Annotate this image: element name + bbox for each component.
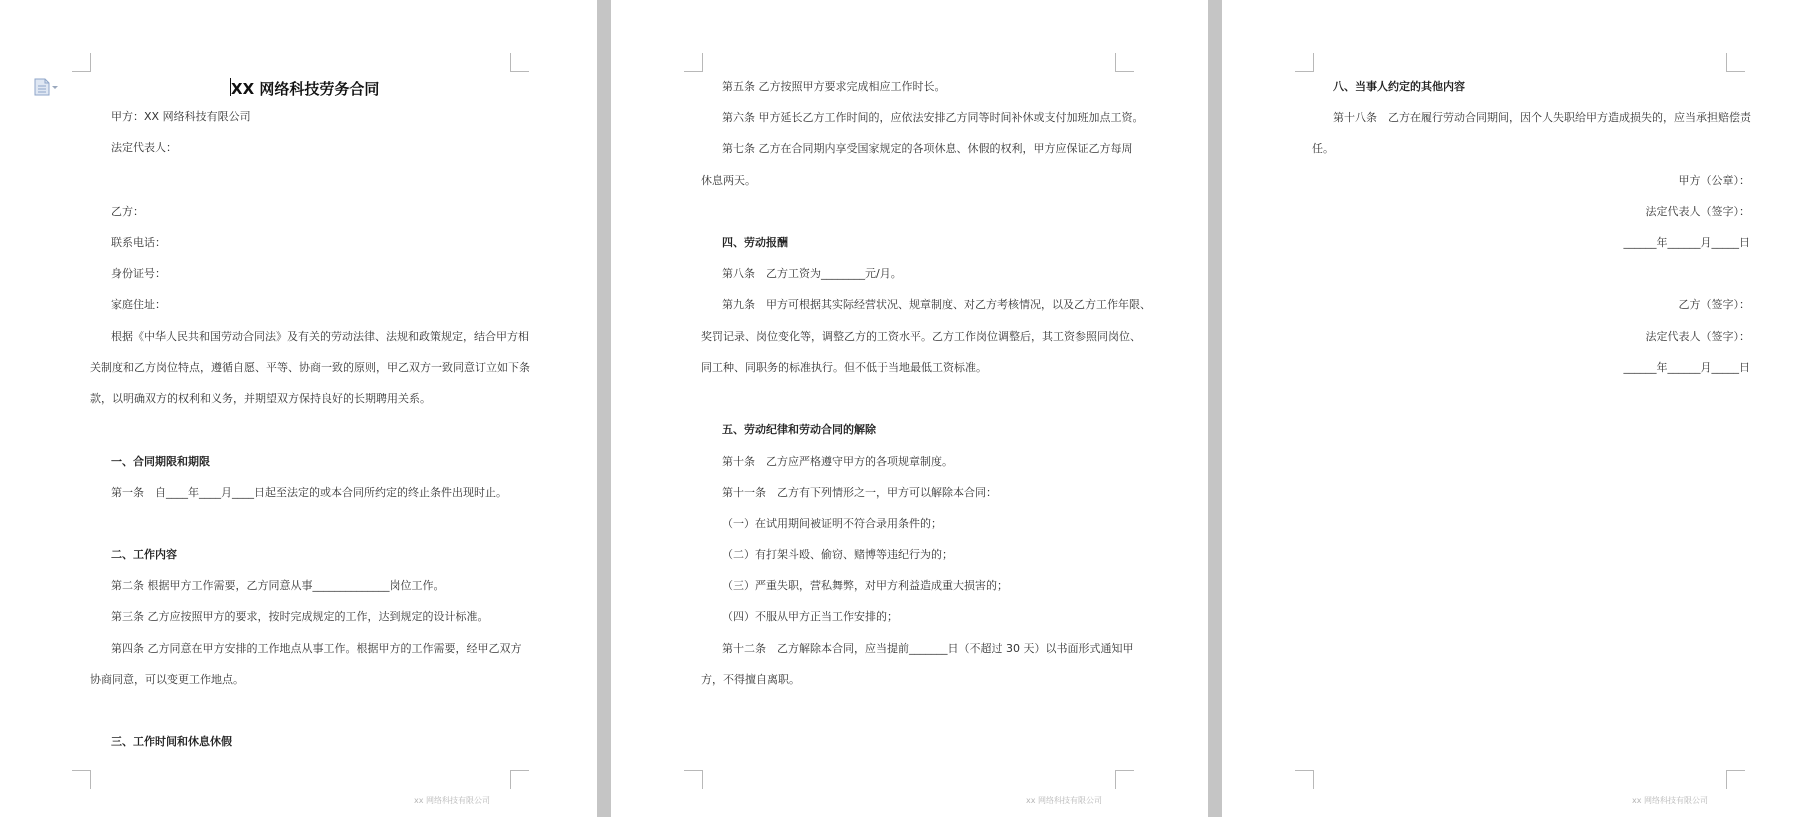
crop-mark	[684, 53, 703, 72]
clause-line: 第三条 乙方应按照甲方的要求，按时完成规定的工作，达到规定的设计标准。	[111, 610, 489, 623]
crop-mark	[1295, 53, 1314, 72]
page-3	[1222, 0, 1814, 817]
crop-mark	[510, 770, 529, 789]
section-heading: 五、劳动纪律和劳动合同的解除	[722, 423, 876, 436]
clause-line: 第七条 乙方在合同期内享受国家规定的各项休息、休假的权利，甲方应保证乙方每周	[722, 142, 1133, 155]
clause-line: 休息两天。	[701, 174, 756, 187]
crop-mark	[1726, 770, 1745, 789]
clause-line: 方，不得擅自离职。	[701, 673, 800, 686]
clause-line: 第十条 乙方应严格遵守甲方的各项规章制度。	[722, 455, 953, 468]
clause-line: 同工种、同职务的标准执行。但不低于当地最低工资标准。	[701, 361, 987, 374]
clause-line: 第二条 根据甲方工作需要，乙方同意从事______________岗位工作。	[111, 579, 445, 592]
page-footer: xx 网络科技有限公司	[414, 796, 491, 805]
date-line: ______年______月_____日	[1623, 361, 1750, 374]
clause-line: 第十八条 乙方在履行劳动合同期间，因个人失职给甲方造成损失的，应当承担赔偿责	[1333, 111, 1751, 124]
signature-line: 法定代表人（签字）：	[1645, 205, 1750, 218]
clause-line: 第九条 甲方可根据其实际经营状况、规章制度、对乙方考核情况，以及乙方工作年限、	[722, 298, 1151, 311]
page-gap	[597, 0, 611, 817]
list-item: （三）严重失职，营私舞弊，对甲方利益造成重大损害的；	[722, 579, 1008, 592]
party-a-line: 甲方：XX 网络科技有限公司	[111, 110, 251, 123]
page-footer: xx 网络科技有限公司	[1632, 796, 1709, 805]
id-line: 身份证号：	[111, 267, 166, 280]
crop-mark	[684, 770, 703, 789]
paragraph-line: 关制度和乙方岗位特点，遵循自愿、平等、协商一致的原则，甲乙双方一致同意订立如下条	[90, 361, 530, 374]
clause-line: 第五条 乙方按照甲方要求完成相应工作时长。	[722, 80, 946, 93]
section-heading: 三、工作时间和休息休假	[111, 735, 232, 748]
crop-mark	[72, 770, 91, 789]
clause-line: 第四条 乙方同意在甲方安排的工作地点从事工作。根据甲方的工作需要，经甲乙双方	[111, 642, 522, 655]
clause-line: 第十一条 乙方有下列情形之一，甲方可以解除本合同：	[722, 486, 997, 499]
crop-mark	[510, 53, 529, 72]
page-footer: xx 网络科技有限公司	[1026, 796, 1103, 805]
section-heading: 一、合同期限和期限	[111, 455, 210, 468]
phone-line: 联系电话：	[111, 236, 166, 249]
paragraph-line: 根据《中华人民共和国劳动合同法》及有关的劳动法律、法规和政策规定，结合甲方相	[111, 330, 529, 343]
chevron-down-icon	[52, 86, 58, 89]
signature-line: 甲方（公章）：	[1678, 174, 1750, 187]
section-heading: 八、当事人约定的其他内容	[1333, 80, 1465, 93]
page-2	[611, 0, 1208, 817]
clause-line: 第八条 乙方工资为________元/月。	[722, 267, 902, 280]
clause-line: 第六条 甲方延长乙方工作时间的，应依法安排乙方同等时间补休或支付加班加点工资。	[722, 111, 1144, 124]
crop-mark	[72, 53, 91, 72]
page-title: XX 网络科技劳务合同	[231, 80, 380, 98]
crop-mark	[1115, 53, 1134, 72]
paragraph-line: 款，以明确双方的权利和义务，并期望双方保持良好的长期聘用关系。	[90, 392, 431, 405]
address-line: 家庭住址：	[111, 298, 166, 311]
list-item: （二）有打架斗殴、偷窃、赌博等违纪行为的；	[722, 548, 953, 561]
clause-line: 第一条 自____年____月____日起至法定的或本合同所约定的终止条件出现时止。	[111, 486, 507, 499]
crop-mark	[1726, 53, 1745, 72]
page-1	[0, 0, 597, 817]
section-heading: 二、工作内容	[111, 548, 177, 561]
legal-rep-line: 法定代表人：	[111, 141, 177, 154]
list-item: （四）不服从甲方正当工作安排的；	[722, 610, 898, 623]
section-heading: 四、劳动报酬	[722, 236, 788, 249]
date-line: ______年______月_____日	[1623, 236, 1750, 249]
clause-line: 任。	[1312, 142, 1334, 155]
page-gap	[1208, 0, 1222, 817]
crop-mark	[1115, 770, 1134, 789]
clause-line: 第十二条 乙方解除本合同，应当提前_______日（不超过 30 天）以书面形式通知甲	[722, 642, 1134, 655]
clause-line: 协商同意，可以变更工作地点。	[90, 673, 244, 686]
document-icon[interactable]	[34, 78, 58, 96]
list-item: （一）在试用期间被证明不符合录用条件的；	[722, 517, 942, 530]
party-b-line: 乙方：	[111, 205, 144, 218]
signature-line: 法定代表人（签字）：	[1645, 330, 1750, 343]
signature-line: 乙方（签字）：	[1678, 298, 1750, 311]
crop-mark	[1295, 770, 1314, 789]
clause-line: 奖罚记录、岗位变化等，调整乙方的工资水平。乙方工作岗位调整后，其工资参照同岗位、	[701, 330, 1141, 343]
